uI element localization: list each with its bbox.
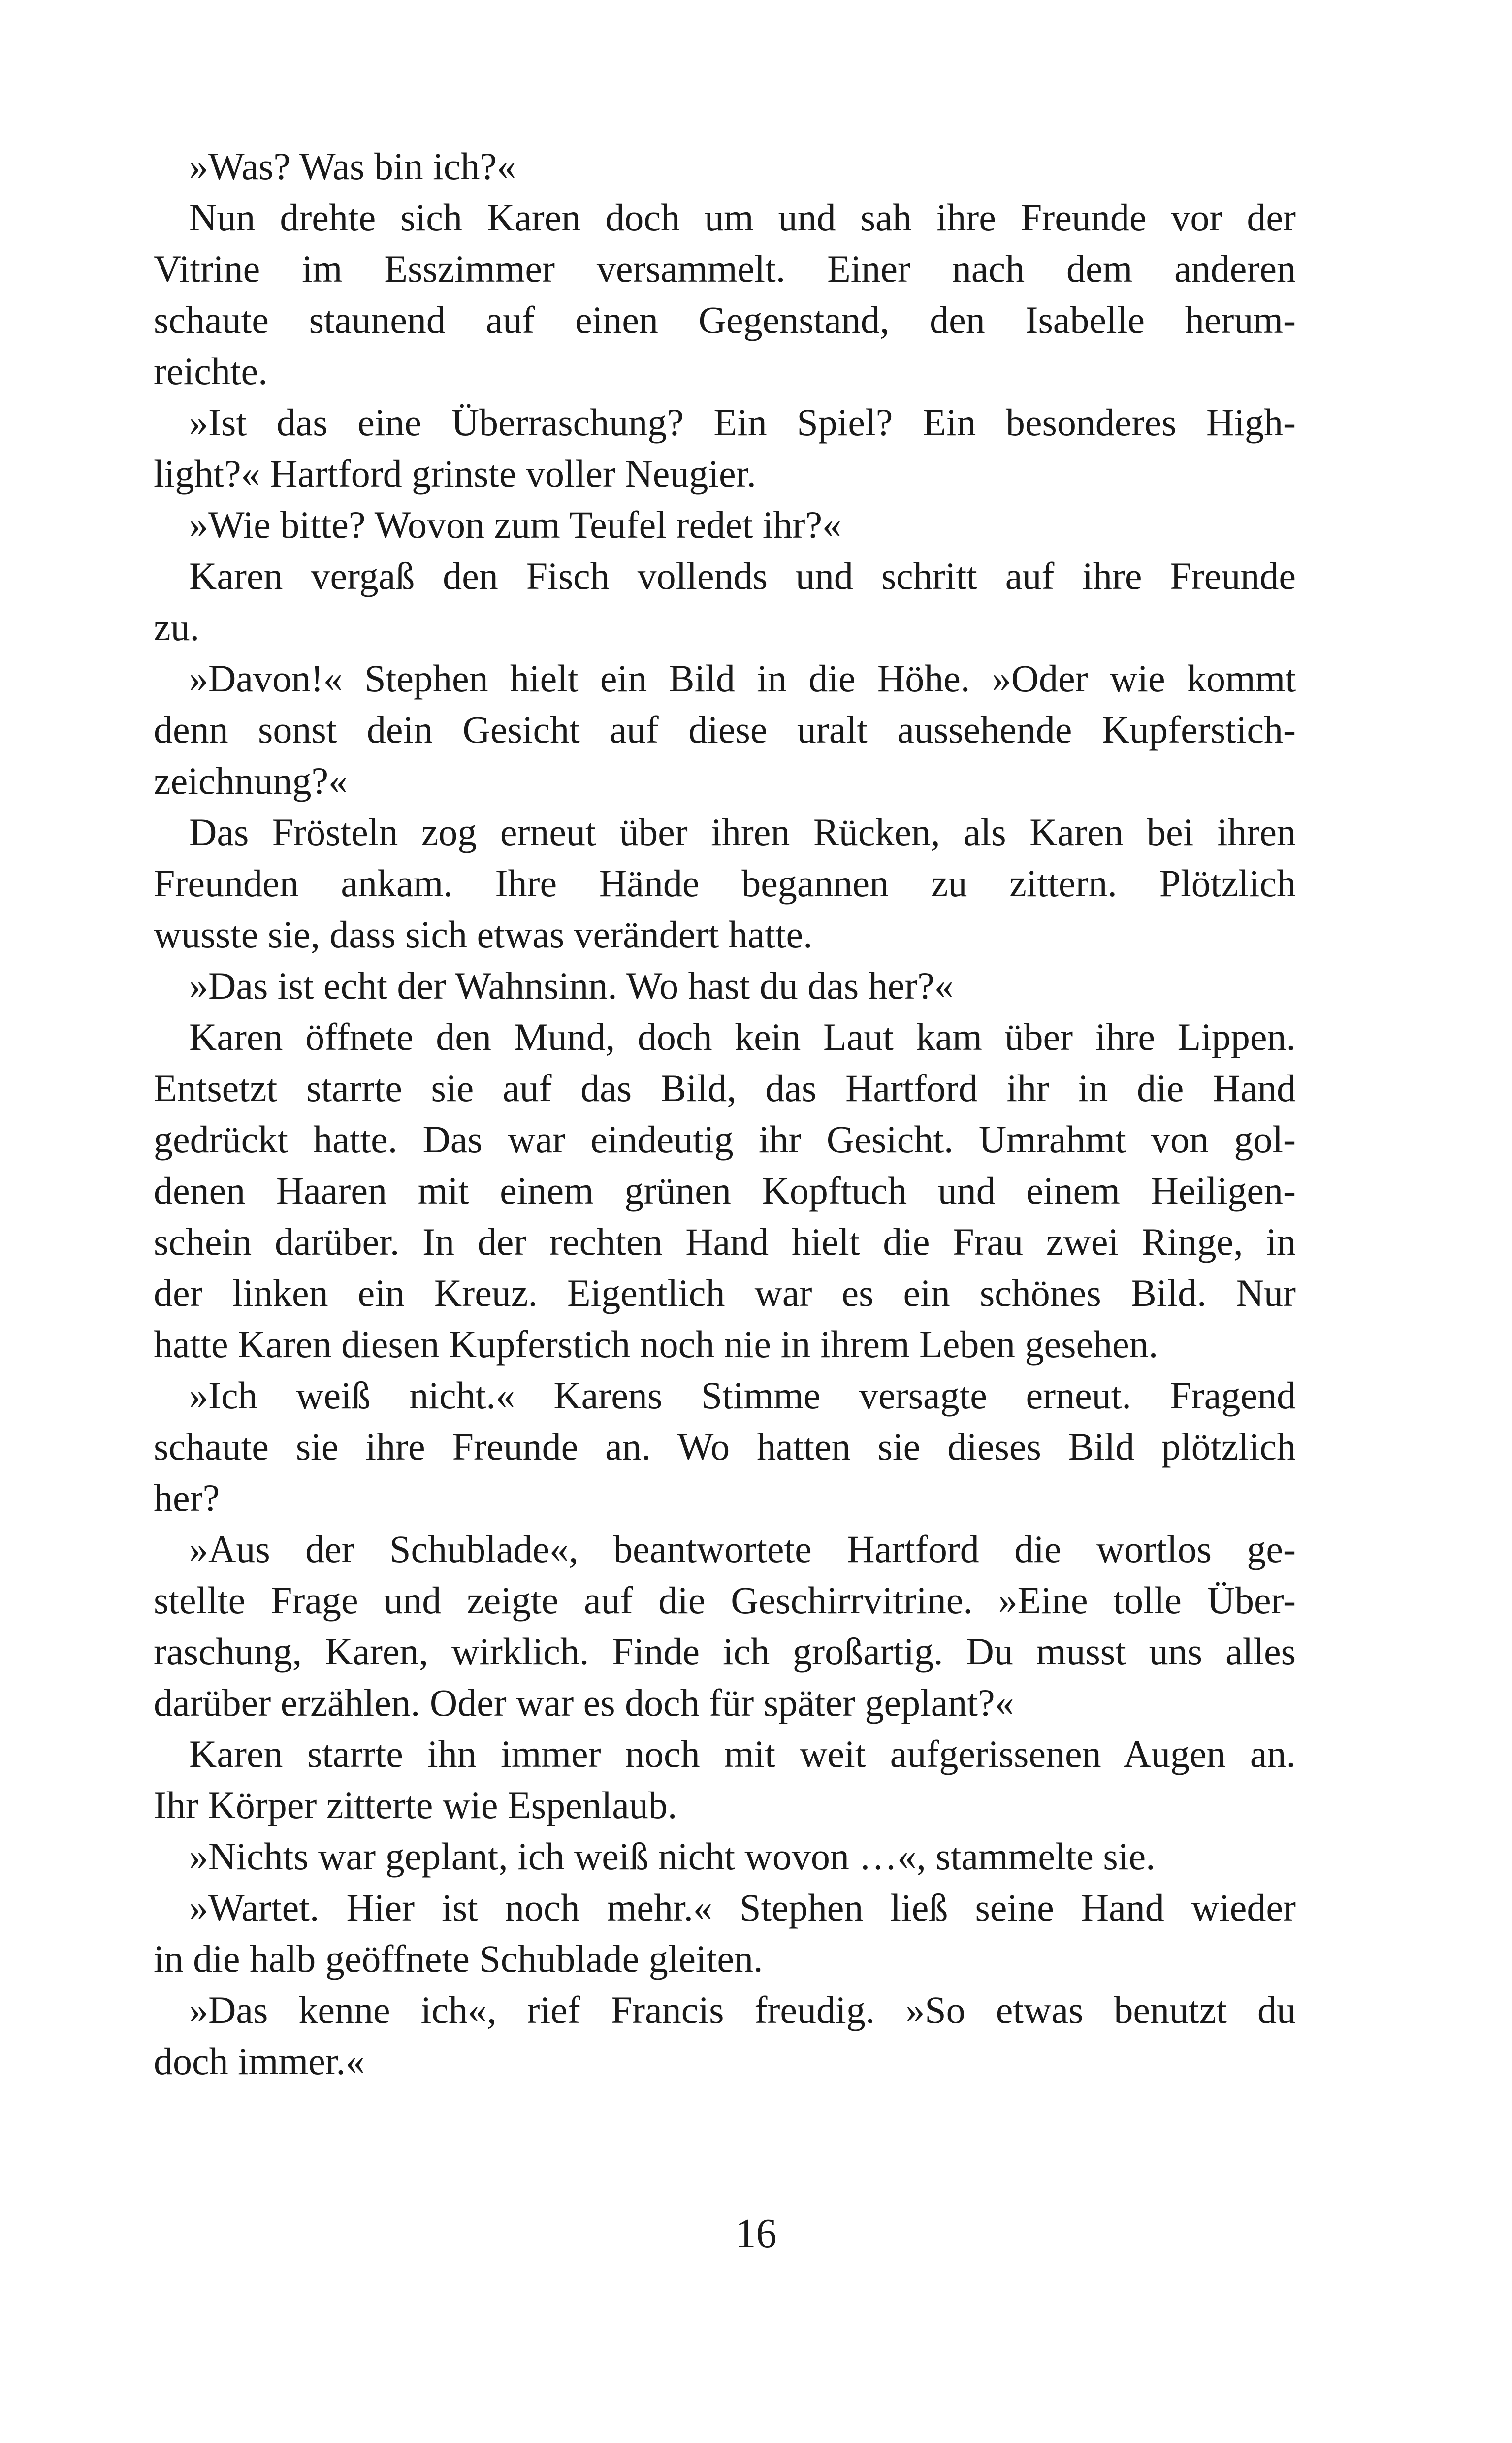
text-line: darüber erzählen. Oder war es doch für später geplant?« [154, 1681, 1014, 1724]
text-line: zeichnung?« [154, 759, 348, 802]
text-line: »Aus der Schublade«, beantwortete Hartford die wortlos ge- [189, 1528, 1296, 1570]
text-line: schein darüber. In der rechten Hand hielt die Frau zwei Ringe, in [154, 1220, 1296, 1263]
text-line: Das Frösteln zog erneut über ihren Rücken, als Karen bei ihren [189, 811, 1296, 853]
text-line: gedrückt hatte. Das war eindeutig ihr Gesicht. Umrahmt von gol- [154, 1118, 1296, 1161]
text-line: »Wartet. Hier ist noch mehr.« Stephen ließ seine Hand wieder [189, 1886, 1296, 1929]
text-line: schaute sie ihre Freunde an. Wo hatten sie dieses Bild plötzlich [154, 1425, 1296, 1468]
text-line: »Ist das eine Überraschung? Ein Spiel? Ein besonderes High- [189, 401, 1296, 444]
text-line: »Das kenne ich«, rief Francis freudig. »So etwas benutzt du [189, 1988, 1296, 2031]
text-line: denn sonst dein Gesicht auf diese uralt aussehende Kupferstich- [154, 708, 1296, 751]
text-line: Karen vergaß den Fisch vollends und schritt auf ihre Freunde [189, 554, 1296, 597]
text-line: hatte Karen diesen Kupferstich noch nie in ihrem Leben gesehen. [154, 1323, 1158, 1366]
text-line: raschung, Karen, wirklich. Finde ich großartig. Du musst uns alles [154, 1630, 1296, 1673]
text-line: stellte Frage und zeigte auf die Geschirrvitrine. »Eine tolle Über- [154, 1579, 1296, 1622]
text-line: in die halb geöffnete Schublade gleiten. [154, 1937, 763, 1980]
text-line: reichte. [154, 350, 268, 392]
text-line: her? [154, 1476, 220, 1519]
text-line: zu. [154, 606, 200, 649]
text-line: »Was? Was bin ich?« [189, 145, 516, 188]
text-line: Karen öffnete den Mund, doch kein Laut kam über ihre Lippen. [189, 1015, 1296, 1058]
text-line: schaute staunend auf einen Gegenstand, den Isabelle herum- [154, 298, 1296, 341]
text-line: Freunden ankam. Ihre Hände begannen zu zittern. Plötzlich [154, 862, 1296, 905]
text-line: der linken ein Kreuz. Eigentlich war es ein schönes Bild. Nur [154, 1271, 1296, 1314]
text-line: wusste sie, dass sich etwas verändert hatte. [154, 913, 813, 956]
text-line: »Das ist echt der Wahnsinn. Wo hast du das her?« [189, 964, 954, 1007]
text-line: Nun drehte sich Karen doch um und sah ihre Freunde vor der [189, 196, 1296, 239]
text-line: Vitrine im Esszimmer versammelt. Einer nach dem anderen [154, 247, 1296, 290]
text-line: doch immer.« [154, 2040, 365, 2083]
text-line: »Davon!« Stephen hielt ein Bild in die Höhe. »Oder wie kommt [189, 657, 1296, 700]
text-line: Karen starrte ihn immer noch mit weit aufgerissenen Augen an. [189, 1732, 1296, 1775]
body-text [154, 141, 1296, 2087]
text-line: »Wie bitte? Wovon zum Teufel redet ihr?« [189, 503, 842, 546]
text-line: Entsetzt starrte sie auf das Bild, das Hartford ihr in die Hand [154, 1067, 1296, 1109]
page-number: 16 [735, 2211, 777, 2256]
text-line: »Nichts war geplant, ich weiß nicht wovon …«, stammelte sie. [189, 1835, 1156, 1878]
text-line: Ihr Körper zitterte wie Espenlaub. [154, 1784, 677, 1826]
text-line: light?« Hartford grinste voller Neugier. [154, 452, 756, 495]
text-line: denen Haaren mit einem grünen Kopftuch und einem Heiligen- [154, 1169, 1296, 1212]
text-line: »Ich weiß nicht.« Karens Stimme versagte erneut. Fragend [189, 1374, 1296, 1417]
